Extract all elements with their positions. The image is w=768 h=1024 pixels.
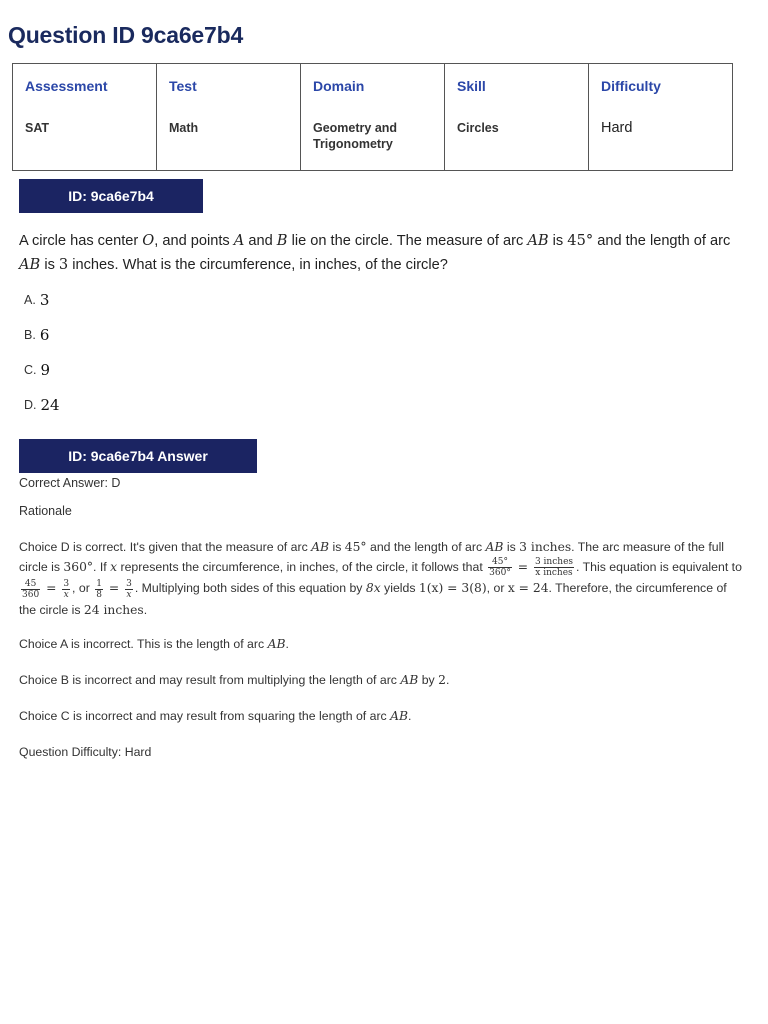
text: . The arc measure of the full circle is [19, 540, 725, 574]
choice-letter: D. [24, 397, 37, 412]
choice-letter: C. [24, 362, 37, 377]
rationale-label: Rationale [19, 504, 72, 518]
denominator: 360° [489, 568, 511, 579]
stem-math: 3 [58, 256, 69, 273]
fraction [534, 557, 574, 578]
explanation-choice-b [19, 670, 747, 690]
math: AB [390, 709, 409, 723]
stem-text: , and points [154, 233, 234, 249]
meta-value-domain: Geometry and Trigonometry [313, 121, 398, 151]
choice-b[interactable] [24, 317, 60, 352]
meta-header-skill: Skill [457, 78, 486, 94]
explanation-correct [19, 537, 747, 620]
stem-math: A [233, 232, 245, 249]
question-meta-table [12, 63, 733, 171]
denominator: 360 [22, 589, 40, 600]
numerator: 3 [126, 578, 132, 589]
numerator: 45 [21, 579, 40, 590]
denominator: x [63, 589, 69, 600]
answer-id-bar: ID: 9ca6e7b4 Answer [19, 439, 257, 473]
stem-math: O [142, 232, 155, 249]
text: . [285, 637, 289, 651]
math: AB [400, 673, 419, 687]
math: 24 inches [83, 602, 144, 617]
stem-text: and the length of arc [593, 233, 731, 249]
choice-value: 3 [39, 290, 50, 309]
math: 3 inches [519, 540, 572, 554]
answer-choices [24, 282, 60, 422]
meta-cell-difficulty [589, 64, 733, 171]
choice-value: 6 [39, 325, 50, 344]
equals: = [104, 581, 124, 596]
math: x = 24 [507, 581, 549, 596]
text: yields [380, 581, 419, 596]
stem-math: 45° [567, 232, 594, 249]
text: Choice A is incorrect. This is the length of arc [19, 637, 268, 651]
text: Choice C is incorrect and may result from squaring the length of arc [19, 709, 391, 723]
math: 45° [344, 540, 367, 554]
choice-d[interactable] [24, 387, 60, 422]
text: . [445, 673, 450, 687]
text: , or [72, 581, 94, 596]
numerator: 3 [63, 578, 70, 589]
meta-value-skill: Circles [457, 121, 499, 135]
text: is [503, 540, 520, 554]
explanation-choice-c [19, 706, 747, 726]
text: . [143, 602, 148, 617]
meta-cell-skill [445, 64, 589, 171]
question-id-bar: ID: 9ca6e7b4 [19, 179, 203, 213]
meta-value-assessment: SAT [25, 121, 50, 135]
math: AB [267, 637, 286, 651]
stem-text: inches. What is the circumference, in inches, of the circle? [68, 257, 448, 273]
text: Choice B is incorrect and may result from multiplying the length of arc [19, 673, 401, 687]
choice-letter: B. [24, 327, 36, 342]
question-stem [19, 229, 739, 277]
explanation-choice-a [19, 634, 747, 654]
meta-cell-domain [301, 64, 445, 171]
text: . Multiplying both sides of this equation by [134, 581, 366, 596]
stem-math: AB [19, 256, 41, 273]
text: and the length of arc [366, 540, 486, 554]
text: . If [93, 560, 111, 574]
meta-header-difficulty: Difficulty [601, 78, 661, 94]
text: . This equation is equivalent to [576, 560, 742, 574]
text: is [329, 540, 345, 554]
choice-c[interactable] [24, 352, 60, 387]
math: 1(x) = 3(8) [418, 581, 487, 596]
text: , or [486, 581, 508, 596]
stem-text: is [40, 257, 59, 273]
fraction [21, 579, 40, 600]
stem-text: A circle has center [19, 233, 143, 249]
equals: = [42, 581, 61, 596]
stem-text: is [548, 233, 568, 249]
text: by [418, 673, 439, 687]
fraction [62, 579, 70, 600]
stem-math: AB [527, 232, 549, 249]
denominator: x [126, 589, 132, 600]
choice-letter: A. [24, 292, 36, 307]
stem-text: and [244, 233, 277, 249]
meta-cell-test [157, 64, 301, 171]
meta-value-test: Math [169, 121, 199, 135]
choice-value: 24 [40, 395, 60, 414]
text: . [408, 709, 412, 723]
stem-text: lie on the circle. The measure of arc [287, 233, 528, 249]
math: AB [485, 540, 504, 554]
correct-answer: Correct Answer: D [19, 476, 121, 490]
math: 8x [365, 581, 381, 596]
choice-value: 9 [40, 360, 51, 379]
numerator: 1 [96, 578, 102, 589]
text: Choice D is correct. It's given that the measure of arc [19, 540, 312, 554]
fraction [488, 557, 512, 578]
meta-header-domain: Domain [313, 78, 365, 94]
text: represents the circumference, in inches, of the circle, it follows that [117, 560, 487, 574]
page-title: Question ID 9ca6e7b4 [8, 22, 244, 48]
math: 2 [438, 673, 446, 687]
numerator: 45° [488, 557, 512, 568]
text: . Therefore, the circumference of the circle is [19, 581, 727, 617]
meta-header-assessment: Assessment [25, 78, 108, 94]
math: x [110, 560, 118, 574]
fraction [125, 579, 133, 600]
math: 360° [63, 560, 94, 574]
choice-a[interactable] [24, 282, 60, 317]
equals: = [513, 560, 532, 574]
meta-cell-assessment [13, 64, 157, 171]
fraction [95, 579, 103, 600]
stem-math: B [276, 232, 288, 249]
denominator: 8 [96, 589, 102, 600]
math: AB [311, 540, 330, 554]
question-difficulty: Question Difficulty: Hard [19, 745, 152, 759]
meta-header-test: Test [169, 78, 197, 94]
numerator: 3 inches [534, 557, 574, 568]
meta-value-difficulty: Hard [601, 120, 633, 136]
denominator: x inches [535, 568, 573, 579]
